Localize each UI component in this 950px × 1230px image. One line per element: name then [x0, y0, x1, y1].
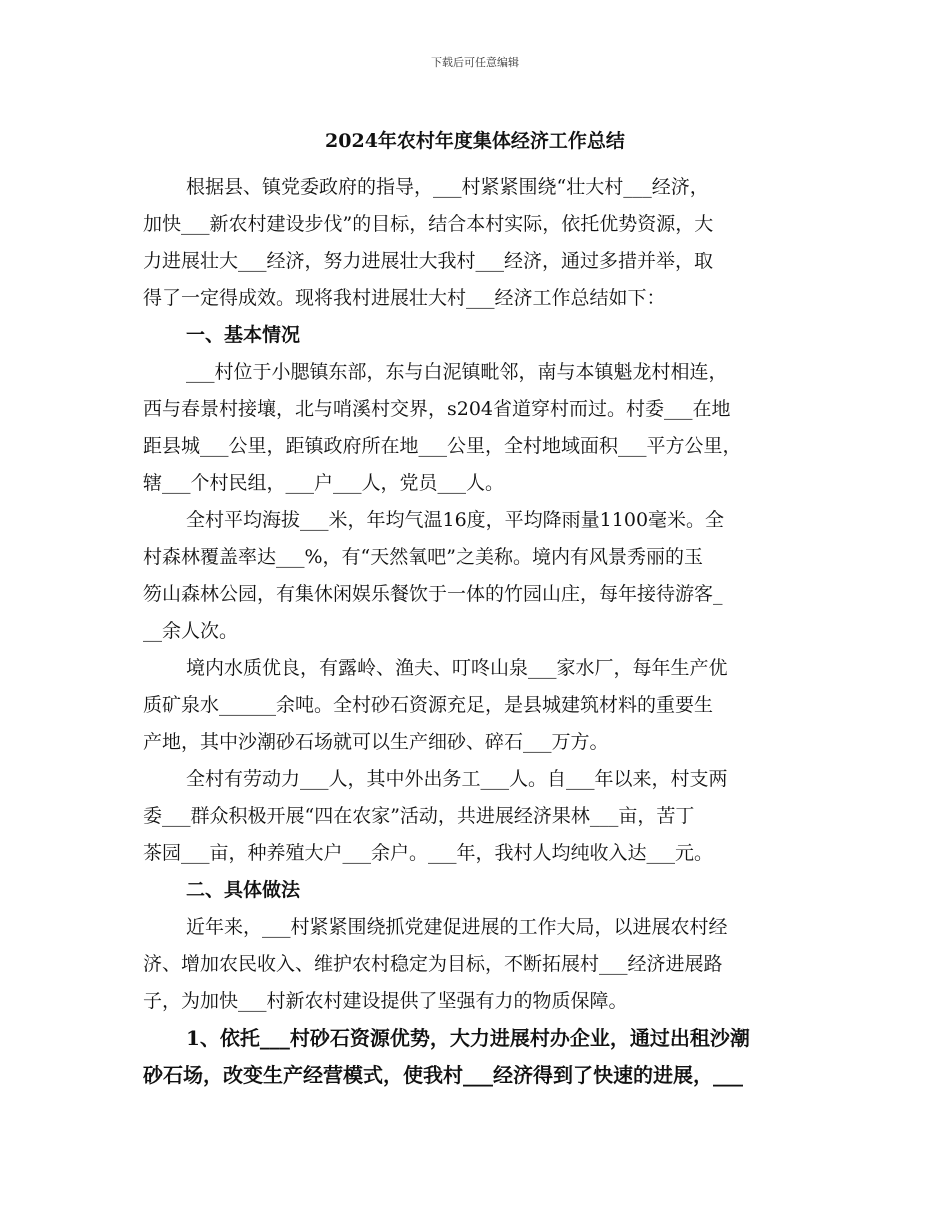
- paragraph-line: 委___群众积极开展“四在农家”活动，共进展经济果林___亩，苦丁: [143, 805, 695, 827]
- paragraph-line: 加快___新农村建设步伐”的目标，结合本村实际，依托优势资源，大: [143, 213, 714, 235]
- paragraph-line: 辖___个村民组，___户___人，党员___人。: [143, 472, 505, 494]
- paragraph-line: 全村平均海拔___米，年均气温16度，平均降雨量1100毫米。全: [186, 509, 725, 531]
- paragraph-line: 近年来，___村紧紧围绕抓党建促进展的工作大局，以进展农村经: [186, 916, 728, 938]
- paragraph-line: 济、增加农民收入、维护农村稳定为目标，不断拓展村___经济进展路: [143, 953, 723, 975]
- paragraph-line: 产地，其中沙潮砂石场就可以生产细砂、碎石___万方。: [143, 731, 609, 753]
- paragraph-line: 质矿泉水______余吨。全村砂石资源充足，是县城建筑材料的重要生: [143, 694, 714, 716]
- section-heading: 一、基本情况: [186, 324, 301, 346]
- paragraph-line: 村森林覆盖率达___%，有“天然氧吧”之美称。境内有风景秀丽的玉: [143, 546, 703, 568]
- paragraph-line: 力进展壮大___经济，努力进展壮大我村___经济，通过多措并举，取: [143, 250, 714, 272]
- paragraph-line: __余人次。: [143, 620, 239, 642]
- subheading-line: 1、依托___村砂石资源优势，大力进展村办企业，通过出租沙潮: [186, 1026, 750, 1050]
- paragraph-line: 全村有劳动力___人，其中外出务工___人。自___年以来，村支两: [186, 768, 728, 790]
- header-note: 下载后可任意编辑: [431, 56, 519, 69]
- paragraph-line: 根据县、镇党委政府的指导，___村紧紧围绕“壮大村___经济，: [186, 176, 709, 198]
- subheading-line: 砂石场，改变生产经营模式，使我村___经济得到了快速的进展，___: [143, 1063, 743, 1087]
- paragraph-line: 距县城___公里，距镇政府所在地___公里，全村地域面积___平方公里，: [143, 435, 742, 457]
- paragraph-line: 茶园___亩，种养殖大户___余户。___年，我村人均纯收入达___元。: [143, 842, 714, 864]
- paragraph-line: 子，为加快___村新农村建设提供了坚强有力的物质保障。: [143, 990, 628, 1012]
- document-title: 2024年农村年度集体经济工作总结: [325, 130, 625, 152]
- paragraph-line: 得了一定得成效。现将我村进展壮大村___经济工作总结如下：: [143, 287, 666, 309]
- paragraph-line: 西与春景村接壤，北与哨溪村交界，s204省道穿村而过。村委___在地: [143, 398, 731, 420]
- paragraph-line: ___村位于小腮镇东部，东与白泥镇毗邻，南与本镇魁龙村相连，: [186, 361, 728, 383]
- section-heading: 二、具体做法: [186, 879, 301, 901]
- paragraph-line: 笏山森林公园，有集休闲娱乐餐饮于一体的竹园山庄，每年接待游客_: [143, 583, 723, 605]
- document-body: [143, 169, 815, 1094]
- paragraph-line: 境内水质优良，有露岭、渔夫、叮咚山泉___家水厂，每年生产优: [186, 657, 728, 679]
